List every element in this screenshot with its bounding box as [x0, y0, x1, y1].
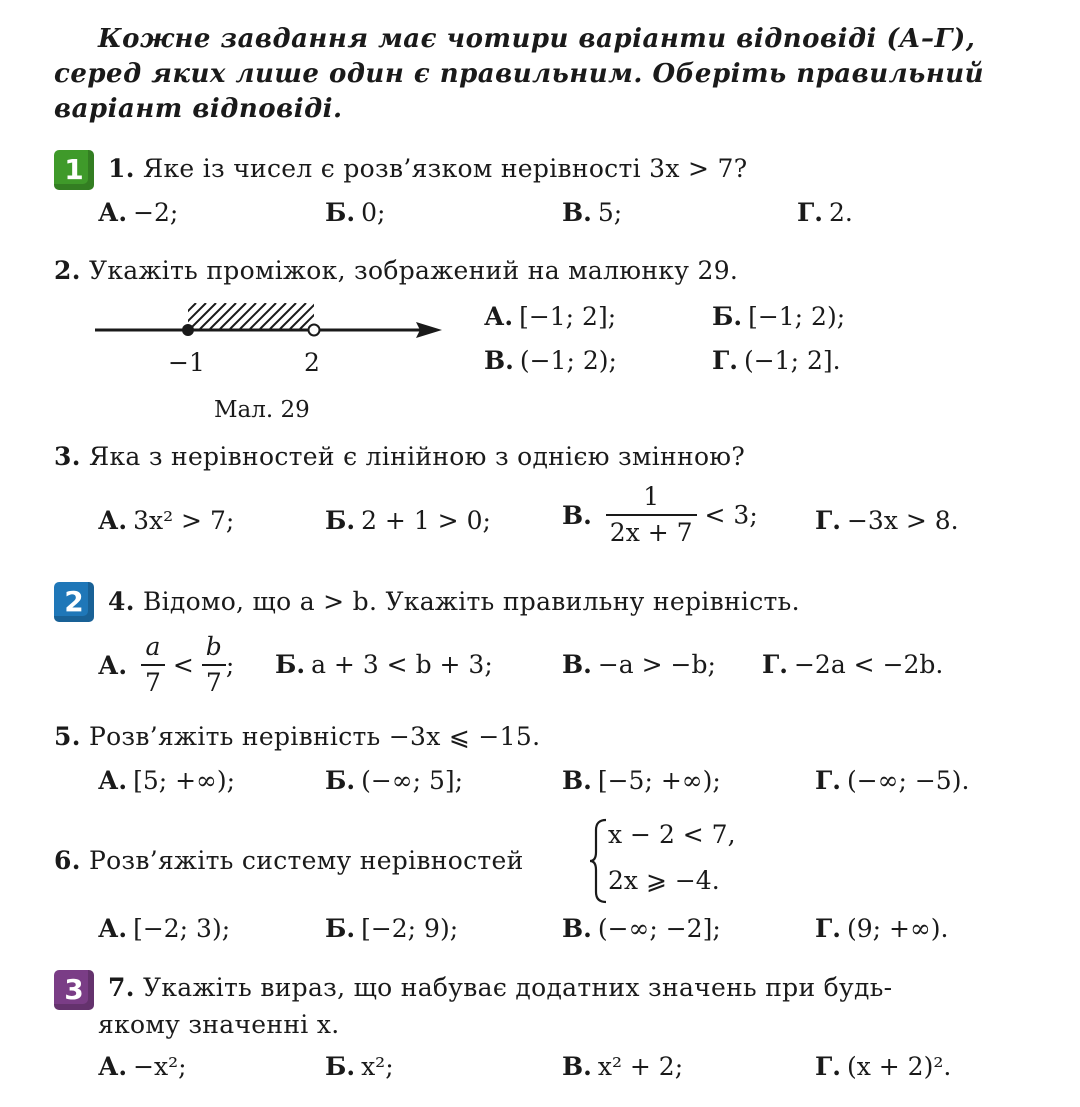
q4-option-a[interactable]: А. $\frac{a}{7}$ < $\frac{b}{7}$ ;: [98, 630, 234, 700]
system-line-1: x − 2 < 7,: [608, 820, 736, 849]
question-2-text: Укажіть проміжок, зображений на малюнку 29.: [88, 256, 739, 285]
q5-option-d[interactable]: Г. (−∞; −5).: [815, 766, 970, 795]
system-line-2: 2x ⩾ −4.: [608, 866, 720, 895]
hatching: [170, 303, 326, 329]
question-6-text: Розв’яжіть систему нерівностей: [88, 846, 524, 875]
question-3-text: Яка з нерівностей є лінійною з однією змінною?: [88, 442, 746, 471]
question-2: [54, 256, 738, 285]
q5-option-c[interactable]: В. [−5; +∞);: [562, 766, 721, 795]
question-5: [54, 722, 540, 751]
q1-option-a[interactable]: А. −2;: [98, 198, 179, 227]
instructions-line-3: варіант відповіді.: [54, 94, 343, 124]
q7-option-c[interactable]: В. x² + 2;: [562, 1052, 684, 1081]
question-1: [108, 154, 747, 183]
open-point: [309, 325, 320, 336]
fraction: $\frac{1}{2x + 7}$: [606, 480, 697, 550]
q3-option-b[interactable]: Б. 2 + 1 > 0;: [325, 506, 491, 535]
closed-point: [182, 324, 194, 336]
q4-option-c[interactable]: В. −a > −b;: [562, 650, 716, 679]
question-3-number: 3.: [54, 442, 81, 471]
q6-option-a[interactable]: А. [−2; 3);: [98, 914, 231, 943]
question-7-text-line-1: Укажіть вираз, що набуває додатних значень при будь-: [142, 973, 893, 1002]
question-5-number: 5.: [54, 722, 81, 751]
question-4: [108, 587, 800, 616]
question-5-text: Розв’яжіть нерівність −3x ⩽ −15.: [88, 722, 541, 751]
question-6-number: 6.: [54, 846, 81, 875]
question-6: [54, 846, 524, 875]
question-1-number: 1.: [108, 154, 135, 183]
level-2-badge: 2: [54, 582, 94, 622]
point-label-a: −1: [168, 348, 205, 377]
q2-option-a[interactable]: А. [−1; 2];: [484, 302, 617, 331]
question-2-number: 2.: [54, 256, 81, 285]
q6-option-b[interactable]: Б. [−2; 9);: [325, 914, 459, 943]
question-3: [54, 442, 745, 471]
question-1-text: Яке із чисел є розв’язком нерівності 3x > 7?: [142, 154, 748, 183]
point-label-b: 2: [304, 348, 320, 377]
q1-option-d[interactable]: Г. 2.: [797, 198, 853, 227]
number-line-figure: [90, 295, 450, 355]
fraction-a-over-7: $\frac{a}{7}$: [141, 630, 165, 700]
q2-option-d[interactable]: Г. (−1; 2].: [712, 346, 841, 375]
instructions-line-2: серед яких лише один є правильним. Оберіть правильний: [54, 59, 985, 89]
question-7: [108, 973, 892, 1002]
question-7-number: 7.: [108, 973, 135, 1002]
q1-option-b[interactable]: Б. 0;: [325, 198, 386, 227]
instructions-line-1: Кожне завдання має чотири варіанти відповіді (А–Г),: [98, 24, 976, 54]
q5-option-a[interactable]: А. [5; +∞);: [98, 766, 236, 795]
q7-option-d[interactable]: Г. (x + 2)².: [815, 1052, 952, 1081]
question-7-text-line-2: якому значенні x.: [98, 1010, 340, 1039]
system-brace-icon: [590, 818, 610, 904]
q7-option-b[interactable]: Б. x²;: [325, 1052, 394, 1081]
level-3-badge: 3: [54, 970, 94, 1010]
q5-option-b[interactable]: Б. (−∞; 5];: [325, 766, 464, 795]
instructions: [54, 22, 1014, 127]
q2-option-b[interactable]: Б. [−1; 2);: [712, 302, 846, 331]
figure-caption: Мал. 29: [214, 397, 310, 423]
question-4-number: 4.: [108, 587, 135, 616]
q3-option-a[interactable]: А. 3x² > 7;: [98, 506, 235, 535]
level-1-badge: 1: [54, 150, 94, 190]
fraction-b-over-7: $\frac{b}{7}$: [202, 630, 226, 700]
q3-option-c[interactable]: В. $\frac{1}{2x + 7}$ < 3;: [562, 480, 758, 550]
q3-option-d[interactable]: Г. −3x > 8.: [815, 506, 959, 535]
q4-option-b[interactable]: Б. a + 3 < b + 3;: [275, 650, 493, 679]
q4-option-d[interactable]: Г. −2a < −2b.: [762, 650, 944, 679]
q6-option-c[interactable]: В. (−∞; −2];: [562, 914, 721, 943]
q6-option-d[interactable]: Г. (9; +∞).: [815, 914, 949, 943]
q7-option-a[interactable]: А. −x²;: [98, 1052, 187, 1081]
question-4-text: Відомо, що a > b. Укажіть правильну нерівність.: [142, 587, 800, 616]
q1-option-c[interactable]: В. 5;: [562, 198, 623, 227]
q2-option-c[interactable]: В. (−1; 2);: [484, 346, 617, 375]
